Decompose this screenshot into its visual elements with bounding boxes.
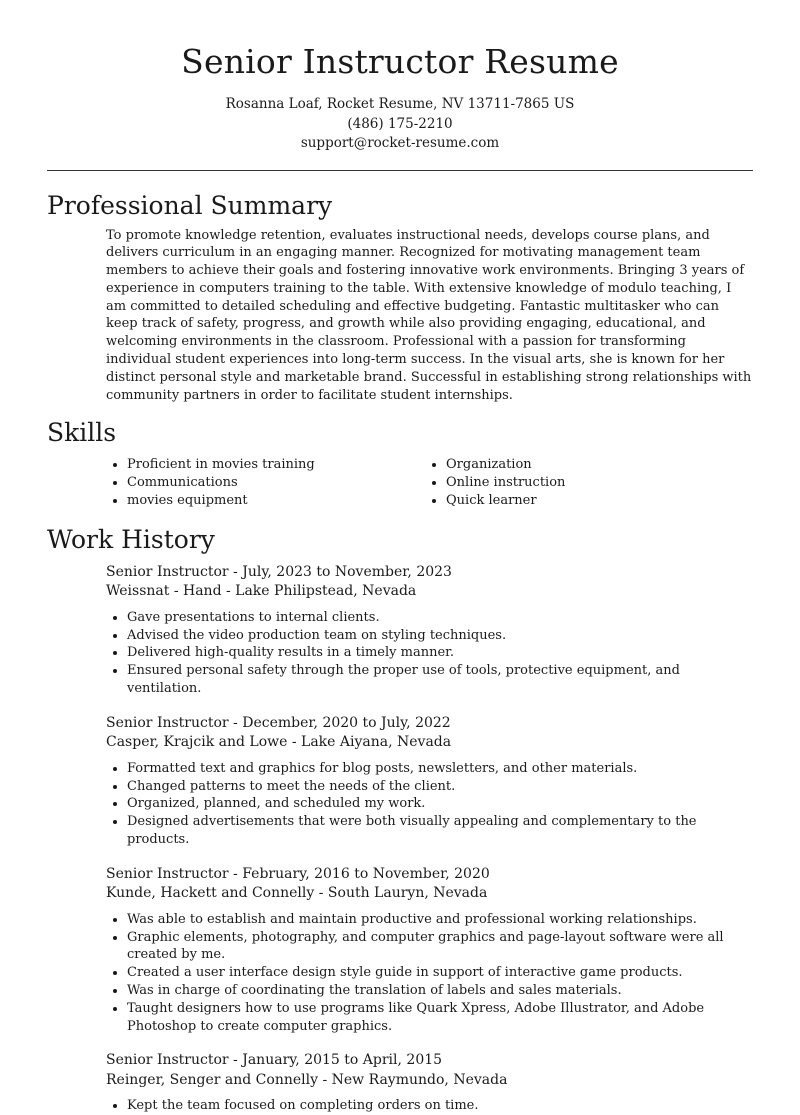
job-bullet: • Was able to establish and maintain productive and professional working relationships. xyxy=(127,911,753,929)
job-bullets xyxy=(106,911,753,1036)
contact-block xyxy=(47,95,753,154)
job-bullet: • Was in charge of coordinating the translation of labels and sales materials. xyxy=(127,982,753,1000)
job-bullet: • Organized, planned, and scheduled my work. xyxy=(127,795,753,813)
job-entry xyxy=(106,714,753,849)
job-bullet: • Created a user interface design style guide in support of interactive game products. xyxy=(127,964,753,982)
skills-column-right xyxy=(425,456,744,509)
resume-title: Senior Instructor Resume xyxy=(181,42,619,81)
job-bullets xyxy=(106,760,753,849)
job-role-dates: Senior Instructor - July, 2023 to November, 2023 xyxy=(106,563,452,580)
resume-page xyxy=(47,0,753,1115)
job-bullets xyxy=(106,1097,753,1115)
skill-item: • Online instruction xyxy=(446,474,744,492)
job-company-location: Casper, Krajcik and Lowe - Lake Aiyana, Nevada xyxy=(106,734,452,751)
job-role-dates: Senior Instructor - February, 2016 to November, 2020 xyxy=(106,865,490,882)
job-bullet: • Formatted text and graphics for blog posts, newsletters, and other materials. xyxy=(127,760,753,778)
job-bullets xyxy=(106,609,753,698)
job-bullet: • Advised the video production team on styling techniques. xyxy=(127,627,753,645)
skills-heading: Skills xyxy=(47,418,117,448)
job-bullet: • Taught designers how to use programs like Quark Xpress, Adobe Illustrator, and Adobe Photoshop to create computer graphics. xyxy=(127,1000,753,1036)
skill-item: • Organization xyxy=(446,456,744,474)
work-history-heading: Work History xyxy=(47,524,215,554)
skill-item: • Quick learner xyxy=(446,492,744,510)
summary-text: To promote knowledge retention, evaluates instructional needs, develops course plans, and delivers curriculum in an engaging manner. Recognized for motivating management team members to achieve their goals and fostering innovative work environments. Bringing 3 years of experience in computers training to the table. With extensive knowledge of modulo teaching, I am committed to detailed scheduling and effective budgeting. Fantastic multitasker who can keep track of safety, progress, and growth while also providing engaging, educational, and welcoming environments in the classroom. Professional with a passion for transforming individual student experiences into long-term success. In the visual arts, she is known for her distinct personal style and marketable brand. Successful in establishing strong relationships with community partners in order to facilitate student internships. xyxy=(106,227,752,403)
job-company-location: Weissnat - Hand - Lake Philipstead, Nevada xyxy=(106,583,417,600)
job-entry xyxy=(106,1051,753,1115)
job-company-location: Kunde, Hackett and Connelly - South Lauryn, Nevada xyxy=(106,885,488,902)
header-divider xyxy=(47,170,753,171)
contact-phone: (486) 175-2210 xyxy=(347,115,453,132)
skills-column-left xyxy=(106,456,425,509)
skill-item: • Communications xyxy=(127,474,425,492)
job-bullet: • Gave presentations to internal clients. xyxy=(127,609,753,627)
skills-list xyxy=(106,456,753,509)
job-bullet: • Kept the team focused on completing orders on time. xyxy=(127,1097,753,1115)
job-bullet: • Ensured personal safety through the proper use of tools, protective equipment, and ventilation. xyxy=(127,662,753,698)
job-bullet: • Graphic elements, photography, and computer graphics and page-layout software were all created by me. xyxy=(127,929,753,965)
contact-address: Rosanna Loaf, Rocket Resume, NV 13711-7865 US xyxy=(225,96,575,112)
job-role-dates: Senior Instructor - January, 2015 to April, 2015 xyxy=(106,1052,443,1069)
contact-email: support@rocket-resume.com xyxy=(300,135,500,151)
job-bullet: • Delivered high-quality results in a timely manner. xyxy=(127,644,753,662)
job-bullet: • Changed patterns to meet the needs of the client. xyxy=(127,778,753,796)
skill-item: • Proficient in movies training xyxy=(127,456,425,474)
job-entry xyxy=(106,865,753,1036)
job-bullet: • Designed advertisements that were both visually appealing and complementary to the products. xyxy=(127,813,753,849)
skill-item: • movies equipment xyxy=(127,492,425,510)
job-company-location: Reinger, Senger and Connelly - New Raymundo, Nevada xyxy=(106,1071,508,1088)
resume-header xyxy=(47,0,753,171)
job-role-dates: Senior Instructor - December, 2020 to July, 2022 xyxy=(106,714,451,731)
job-entry xyxy=(106,563,753,698)
summary-heading: Professional Summary xyxy=(47,190,333,220)
